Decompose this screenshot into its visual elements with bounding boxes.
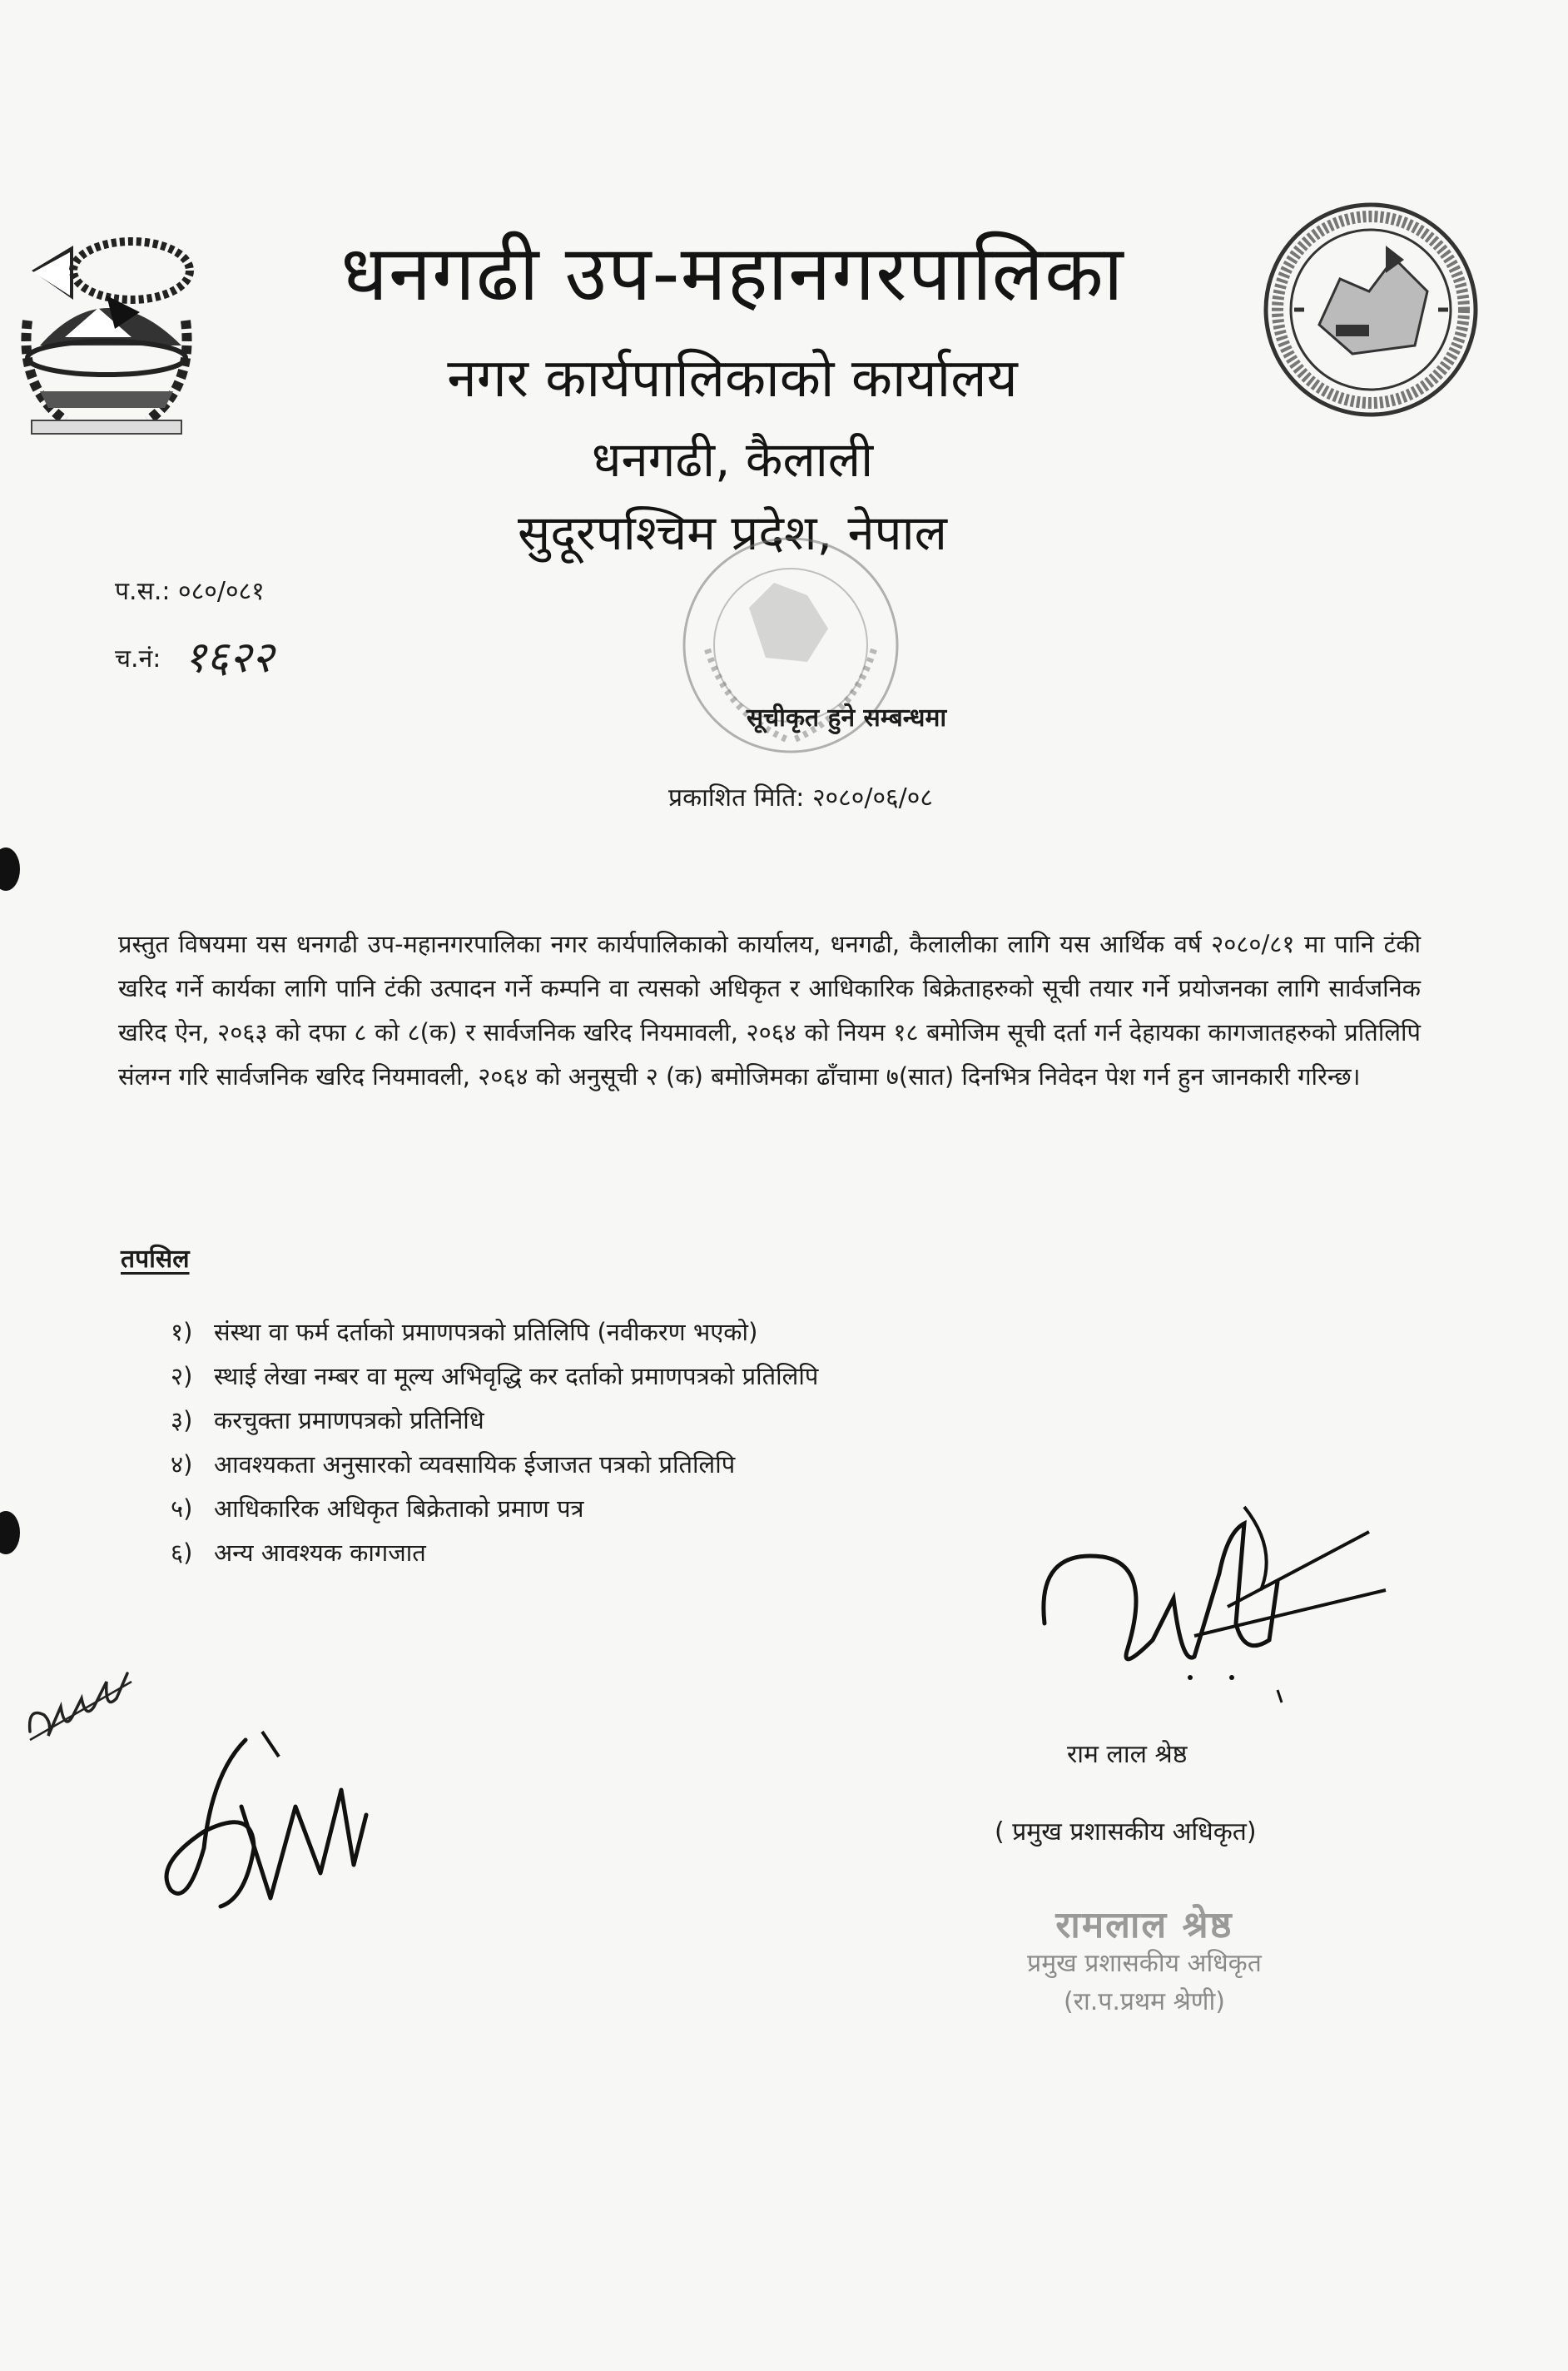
publication-date-value: २०८०/०६/०८ xyxy=(811,783,933,813)
name-stamp-grade: (रा.प.प्रथम श्रेणी) xyxy=(1064,1987,1225,2016)
fiscal-year-label: प.स.: xyxy=(115,577,171,606)
witness-signature-icon xyxy=(154,1707,379,1931)
officer-signature-icon xyxy=(1028,1499,1394,1715)
punch-hole xyxy=(0,1511,20,1554)
name-stamp-name: रामलाल श्रेष्ठ xyxy=(1055,1904,1233,1946)
required-documents-list xyxy=(171,1315,818,1580)
office-name-heading: धनगढी उप-महानगरपालिका xyxy=(340,229,1124,318)
fiscal-year-value: ०८०/०८१ xyxy=(178,577,265,606)
notice-subject: सूचीकृत हुने सम्बन्धमा xyxy=(746,703,947,733)
dispatch-number-label: च.नं: xyxy=(115,644,161,674)
list-item: ४) आवश्यकता अनुसारको व्यवसायिक ईजाजत पत्रको प्रतिलिपि xyxy=(171,1450,736,1479)
location-heading: धनगढी, कैलाली xyxy=(591,431,874,488)
dispatch-number-ref xyxy=(115,626,274,685)
name-stamp xyxy=(995,1906,1294,2021)
list-item: १) संस्था वा फर्म दर्ताको प्रमाणपत्रको प्रतिलिपि (नवीकरण भएको) xyxy=(171,1318,758,1346)
name-stamp-title: प्रमुख प्रशासकीय अधिकृत xyxy=(1027,1949,1262,1978)
list-item: २) स्थाई लेखा नम्बर वा मूल्य अभिवृद्धि कर दर्ताको प्रमाणपत्रको प्रतिलिपि xyxy=(171,1362,819,1390)
notice-body: प्रस्तुत विषयमा यस धनगढी उप-महानगरपालिका नगर कार्यपालिकाको कार्यालय, धनगढी, कैलालीका लागि यस आर्थिक वर्ष २०८०/८१ मा पानि टंकी खरिद गर्ने कार्यका लागि पानि टंकी उत्पादन गर्ने कम्पनि वा त्यसको अधिकृत र आधिकारिक बिक्रेताहरुको सूची तयार गर्ने प्रयोजनका लागि सार्वजनिक खरिद ऐन, २०६३ को दफा ८ को ८(क) र सार्वजनिक खरिद नियमावली, २०६४ को नियम १८ बमोजिम सूची दर्ता गर्न देहायका कागजातहरुको प्रतिलिपि संलग्न गरि सार्वजनिक खरिद नियमावली, २०६४ को अनुसूची २ (क) बमोजिमका ढाँचामा ७(सात) दिनभित्र निवेदन पेश गर्न हुन जानकारी गरिन्छ। xyxy=(118,930,1421,1091)
signatory-name: राम लाल श्रेष्ठ xyxy=(1067,1740,1188,1769)
signatory-title: ( प्रमुख प्रशासकीय अधिकृत) xyxy=(995,1817,1257,1847)
list-item: ५) आधिकारिक अधिकृत बिक्रेताको प्रमाण पत्र xyxy=(171,1494,584,1523)
nepal-emblem-icon xyxy=(15,221,198,445)
list-item: ६) अन्य आवश्यक कागजात xyxy=(171,1538,426,1567)
publication-date-label: प्रकाशित मिति: xyxy=(668,783,805,813)
municipal-seal-icon xyxy=(1261,200,1481,420)
dispatch-number-value: १६२२ xyxy=(183,633,275,683)
schedule-title: तपसिल xyxy=(121,1245,190,1274)
province-heading: सुदूरपश्चिम प्रदेश, नेपाल xyxy=(518,505,947,561)
department-heading: नगर कार्यपालिकाको कार्यालय xyxy=(447,348,1018,410)
publication-date xyxy=(17,779,1568,813)
handwritten-initial-icon xyxy=(23,1657,140,1757)
fiscal-year-ref xyxy=(115,573,265,607)
list-item: ३) करचुक्ता प्रमाणपत्रको प्रतिनिधि xyxy=(171,1406,484,1434)
punch-hole xyxy=(0,847,20,891)
